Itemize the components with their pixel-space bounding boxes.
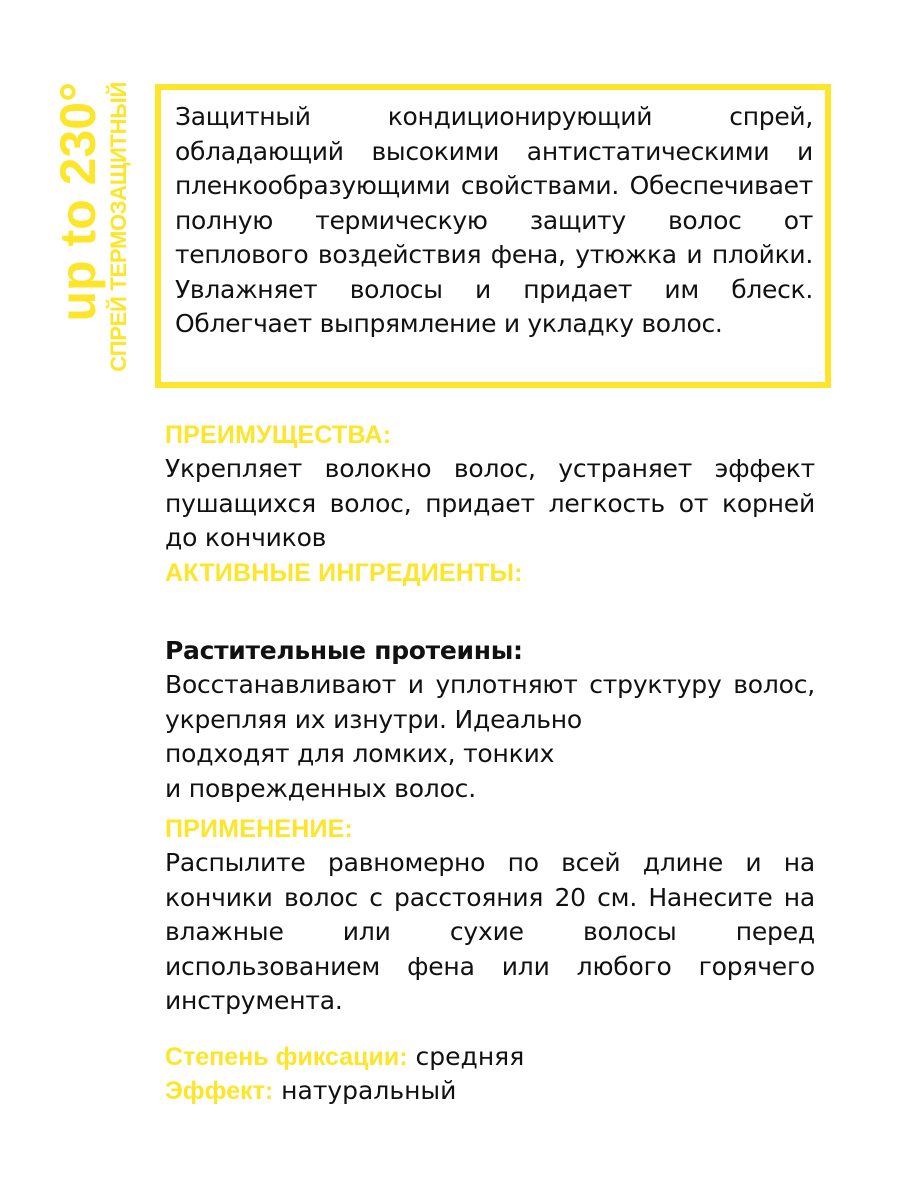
usage-section (165, 812, 815, 1019)
ingredients-section (165, 634, 815, 806)
effect-line (165, 1074, 815, 1108)
ingredients-heading: АКТИВНЫЕ ИНГРЕДИЕНТЫ: (165, 559, 523, 587)
description-box (155, 84, 831, 388)
advantages-section (165, 418, 815, 556)
ingredients-subheading: Растительные протеины: (165, 636, 523, 665)
advantages-text: Укрепляет волокно волос, устраняет эффект пушащихся волос, придает легкость от корней до кончиков (165, 454, 815, 552)
specs-section (165, 1040, 815, 1108)
effect-label: Эффект: (165, 1077, 274, 1105)
vertical-title (52, 82, 142, 492)
ingredients-text-line3: подходят для ломких, тонких (165, 739, 555, 768)
usage-text: Распылите равномерно по всей длине и на кончики волос с расстояния 20 см. Нанесите на влажные или сухие волосы перед использованием фена или любого горячего инструмента. (165, 848, 815, 1015)
fixation-label: Степень фиксации: (165, 1043, 408, 1071)
fixation-value: средняя (407, 1042, 525, 1071)
temperature-label: up to 230° (50, 82, 106, 322)
ingredients-heading-block (165, 556, 815, 590)
product-name-label: СПРЕЙ ТЕРМОЗАЩИТНЫЙ (106, 82, 131, 372)
advantages-heading: ПРЕИМУЩЕСТВА: (165, 421, 392, 449)
usage-heading: ПРИМЕНЕНИЕ: (165, 815, 354, 843)
fixation-line (165, 1040, 815, 1074)
description-text: Защитный кондиционирующий спрей, обладающий высокими антистатическими и пленкообразующими свойствами. Обеспечивает полную термическую защиту волос от теплового воздействия фена, утюжка и плойки. Увлажняет волосы и придает им блеск. Облегчает выпрямление и укладку волос. (175, 102, 813, 338)
effect-value: натуральный (273, 1076, 457, 1105)
ingredients-text-line4: и поврежденных волос. (165, 773, 476, 803)
ingredients-text: Восстанавливают и уплотняют структуру волос, укрепляя их изнутри. Идеально (165, 670, 815, 734)
